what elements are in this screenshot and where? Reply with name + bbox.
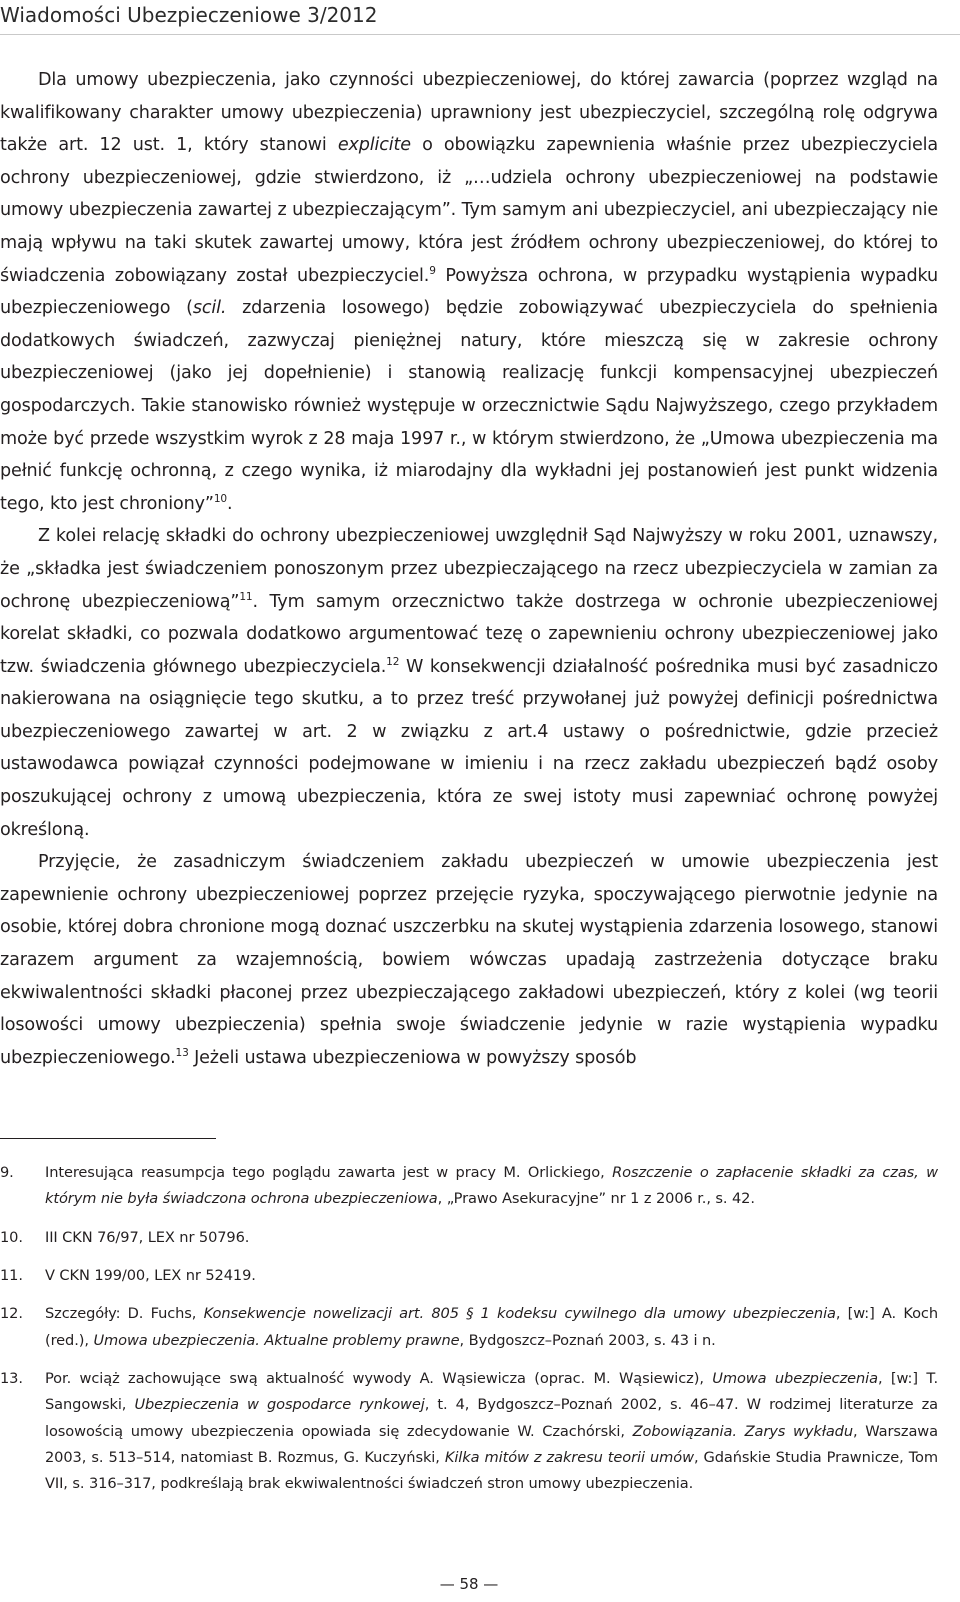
text-run: , Gdańskie Studia Prawnicze, Tom VII, s. 316–317, podkreślają brak ekwiwalentności świadczeń stron umowy ubezpieczenia. (45, 1449, 938, 1493)
italic-run: Ubezpieczenia w gospodarce rynkowej (134, 1396, 425, 1414)
footnote-number: 13. (0, 1370, 23, 1388)
text-run: , Warszawa 2003, s. 513–514, natomiast B. Rozmus, G. Kuczyński, (45, 1422, 938, 1467)
footnote-text (45, 1366, 938, 1497)
text-run: zdarzenia losowego) będzie zobowiązywać ubezpieczyciela do spełnienia dodatkowych świadczeń, zazwyczaj pieniężnej natury, które mieszczą się w zakresie ochrony ubezpieczeniowej (jako jej dopełnienie) i stanowią realizację funkcji kompensacyjnej ubezpieczeń gospodarczych. Takie stanowisko również występuje w orzecznictwie Sądu Najwyższego, czego przykładem może być przede wszystkim wyrok z 28 maja 1997 r., w którym stwierdzono, że „Umowa ubezpieczenia ma pełnić funkcję ochronną, z czego wynika, iż miarodajny dla wykładni jej postanowień jest punkt widzenia tego, kto jest chroniony” (0, 298, 938, 514)
text-run: Przyjęcie, że zasadniczym świadczeniem zakładu ubezpieczeń w umowie ubezpieczenia jest zapewnienie ochrony ubezpieczeniowej poprzez przejęcie ryzyka, spoczywającego pierwotnie jedynie na osobie, której dobra chronione mogą doznać uszczerbku na skutej wystąpienia zdarzenia losowego, stanowi zarazem argument za wzajemnością, bowiem wówczas upadają zastrzeżenia dotyczące braku ekwiwalentności składki płaconej przez ubezpieczającego zakładowi ubezpieczeń, który z kolei (wg teorii losowości umowy ubezpieczenia) spełnia swoje świadczenie jedynie w razie wystąpienia wypadku ubezpieczeniowego. (0, 852, 938, 1068)
italic-run: Zobowiązania. Zarys wykładu (632, 1422, 853, 1440)
footnote-text (45, 1160, 938, 1213)
text-run: , Bydgoszcz–Poznań 2003, s. 43 i n. (459, 1331, 716, 1349)
text-run: o obowiązku zapewnienia właśnie przez ubezpieczyciela ochrony ubezpieczeniowej, gdzie stwierdzono, iż „…udziela ochrony ubezpieczeniowej na podstawie umowy ubezpieczenia zawartej z ubezpieczającym”. Tym samym ani ubezpieczyciel, ani ubezpieczający nie mają wpływu na taki skutek zawartej umowy, która jest źródłem ochrony ubezpieczeniowej, do której to świadczenia zobowiązany został ubezpieczyciel. (0, 135, 938, 286)
footnote-number: 11. (0, 1267, 23, 1285)
footnote-10 (0, 1225, 938, 1251)
text-run: , [w:] A. Koch (red.), (45, 1305, 938, 1349)
journal-title: Wiadomości Ubezpieczeniowe 3/2012 (0, 3, 378, 27)
italic-run: scil. (192, 298, 227, 319)
text-run: Interesująca reasumpcja tego poglądu zawarta jest w pracy M. Orlickiego, (45, 1164, 613, 1181)
text-run: Dla umowy ubezpieczenia, jako czynności ubezpieczeniowej, do której zawarcia (poprzez wzgląd na kwalifikowany charakter umowy ubezpieczenia) uprawniony jest ubezpieczyciel, szczególną rolę odgrywa także art. 12 ust. 1, który stanowi (0, 70, 938, 156)
footnote-ref: 13 (175, 1046, 189, 1059)
text-run: , t. 4, Bydgoszcz–Poznań 2002, s. 46–47. W rodzimej literaturze za losowością umowy ubezpieczenia opowiada się zdecydowanie W. Czachórski, (45, 1396, 939, 1440)
footnote-ref: 9 (429, 264, 436, 277)
text-run: Z kolei relację składki do ochrony ubezpieczeniowej uwzględnił Sąd Najwyższy w roku 2001, uznawszy, że „składka jest świadczeniem ponoszonym przez ubezpieczającego na rzecz ubezpieczyciela w zamian za ochronę ubezpieczeniową” (0, 526, 938, 612)
footnote-9 (0, 1160, 938, 1213)
italic-run: explicite (337, 135, 411, 156)
text-run: W konsekwencji działalność pośrednika musi być zasadniczo nakierowana na osiągnięcie tego skutku, a to przez treść przywołanej już powyżej definicji pośrednictwa ubezpieczeniowego zawartej w art. 2 w związku z art.4 ustawy o pośrednictwie, gdzie przecież ustawodawca powiązał czynności podejmowane w imieniu i na rzecz zakładu ubezpieczeń bądź osoby poszukującej ochrony z umową ubezpieczenia, która ze swej istoty musi zapewniać ochronę powyżej określoną. (0, 656, 938, 840)
paragraph (0, 64, 938, 520)
text-run: , „Prawo Asekuracyjne” nr 1 z 2006 r., s. 42. (437, 1190, 755, 1208)
footnotes (0, 1160, 938, 1510)
footnote-divider (0, 1138, 216, 1139)
footnote-number: 12. (0, 1305, 23, 1323)
footnote-ref: 12 (386, 655, 400, 668)
footnote-number: 9. (0, 1164, 14, 1181)
text-run: Por. wciąż zachowujące swą aktualność wywody A. Wąsiewicza (oprac. M. Wąsiewicz), (45, 1370, 713, 1388)
text-run: , [w:] T. Sangowski, (45, 1370, 938, 1414)
italic-run: Umowa ubezpieczenia. Aktualne problemy prawne (93, 1331, 460, 1349)
footnote-text: III CKN 76/97, LEX nr 50796. (45, 1228, 250, 1246)
page-number: — 58 — (439, 1575, 499, 1593)
text-run: . Tym samym orzecznictwo także dostrzega w ochronie ubezpieczeniowej korelat składki, co pozwala dodatkowo argumentować tezę o zapewnieniu ochrony ubezpieczeniowej jako tzw. świadczenia głównego ubezpieczyciela. (0, 591, 938, 677)
italic-run: Konsekwencje nowelizacji art. 805 § 1 kodeksu cywilnego dla umowy ubezpieczenia (203, 1305, 836, 1323)
footnote-13 (0, 1366, 938, 1497)
footnote-ref: 10 (213, 492, 227, 505)
text-run: Szczegóły: D. Fuchs, (45, 1305, 204, 1323)
italic-run: Kilka mitów z zakresu teorii umów (444, 1449, 694, 1467)
italic-run: Umowa ubezpieczenia (712, 1370, 878, 1388)
footnote-ref: 11 (239, 590, 253, 603)
paragraph (0, 520, 938, 846)
running-header (0, 0, 960, 35)
italic-run: Roszczenie o zapłacenie składki za czas, w którym nie była świadczona ochrona ubezpieczeniowa (45, 1164, 938, 1208)
footnote-11 (0, 1263, 938, 1289)
footnote-12 (0, 1301, 938, 1354)
paragraph (0, 846, 938, 1074)
text-run: Powyższa ochrona, w przypadku wystąpienia wypadku ubezpieczeniowego ( (0, 265, 938, 319)
footnote-number: 10. (0, 1228, 23, 1246)
text-run: Jeżeli ustawa ubezpieczeniowa w powyższy sposób (188, 1047, 637, 1068)
text-run: . (226, 493, 233, 514)
article-body (0, 64, 938, 1074)
footnote-text: V CKN 199/00, LEX nr 52419. (45, 1267, 256, 1285)
footnote-text (45, 1301, 938, 1354)
